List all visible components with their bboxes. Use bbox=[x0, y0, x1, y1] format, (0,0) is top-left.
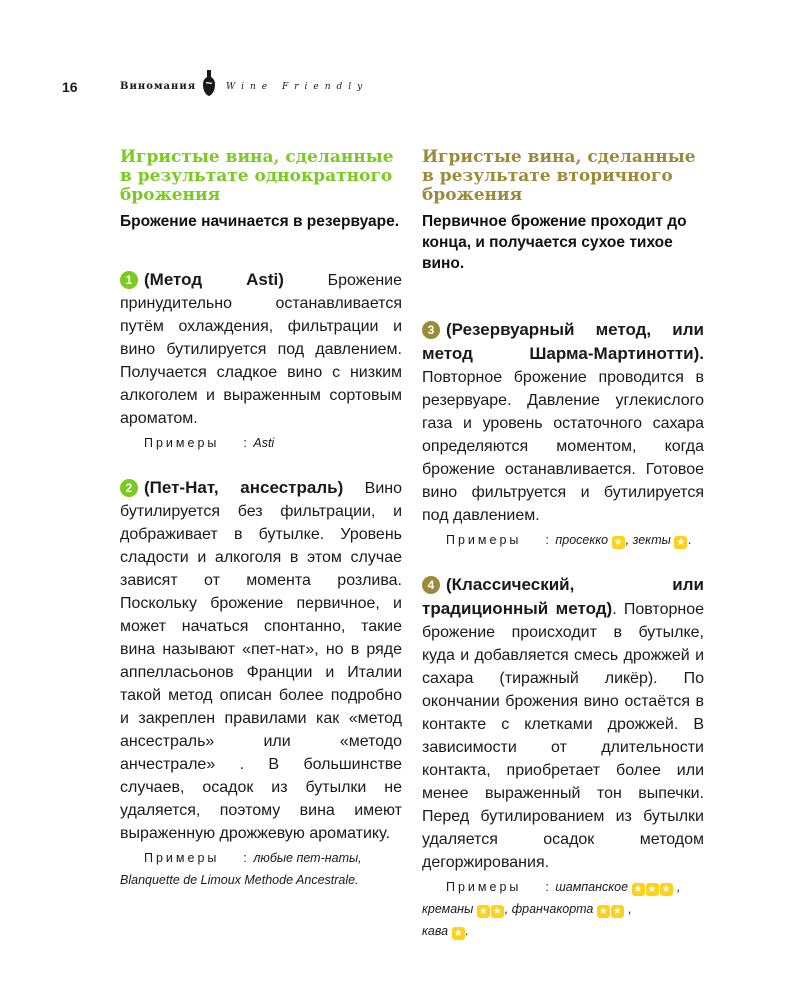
star-rating bbox=[452, 924, 466, 938]
method-title: (Классический, или традиционный метод) bbox=[422, 575, 704, 618]
examples-label: Примеры bbox=[446, 533, 522, 547]
examples-label: Примеры bbox=[144, 436, 220, 450]
brand-tagline: Wine Friendly bbox=[226, 82, 369, 92]
method-title: (Метод Asti) bbox=[144, 270, 284, 289]
star-rating bbox=[674, 533, 688, 547]
section-title: Игристые вина, сделанные в результате вторичного брожения bbox=[422, 147, 696, 205]
method-description: Вино бутилируется без фильтрации, и дображивает в бутылке. Уровень сладости и алкоголя в этом случае зависят от момента розлива. Поскольку брожение первичное, и может начаться спонтанно, такие вина называют «пет-нат», но в ряде аппелласьонов Франции и Италии такой метод описан более подробно и закреплен правилами как «метод ансестраль» или «методо анчестрале» . В большинстве случаев, осадок из бутылки не удаляется, поэтому вина имеют выраженную дрожжевую ароматику. bbox=[120, 480, 402, 842]
method-number-badge: 2 bbox=[120, 479, 138, 497]
star-icon: ★ bbox=[477, 905, 490, 918]
examples-pet-nat: Примеры : любые пет-наты, Blanquette de Limoux Methode Ancestrale. bbox=[120, 851, 362, 887]
page-header bbox=[62, 76, 382, 100]
star-icon: ★ bbox=[674, 536, 687, 549]
star-rating bbox=[477, 902, 505, 916]
method-number-badge: 3 bbox=[422, 321, 440, 339]
examples-asti: Примеры : Asti bbox=[144, 436, 275, 450]
example-franciacorta: франчакорта bbox=[511, 902, 594, 916]
example-prosecco: просекко bbox=[555, 533, 609, 547]
star-icon: ★ bbox=[491, 905, 504, 918]
method-title: (Пет-Нат, ансестраль) bbox=[144, 478, 344, 497]
star-rating bbox=[612, 533, 626, 547]
method-pet-nat bbox=[120, 476, 402, 845]
star-icon: ★ bbox=[452, 927, 465, 940]
example-cava: кава bbox=[422, 924, 449, 938]
column-single-fermentation bbox=[120, 148, 402, 891]
example-cremant: креманы bbox=[422, 902, 474, 916]
method-charmat bbox=[422, 318, 704, 527]
method-description: Брожение принудительно останавливается путём охлаждения, фильтрации и вино бутилируется под давлением. Получается сладкое вино с низким алкоголем и выраженным сортовым ароматом. bbox=[120, 272, 402, 427]
method-number-badge: 1 bbox=[120, 271, 138, 289]
examples-list: любые пет-наты, Blanquette de Limoux Methode Ancestrale. bbox=[120, 851, 362, 887]
star-icon: ★ bbox=[597, 905, 610, 918]
section-subtitle: Первичное брожение проходит до конца, и получается сухое тихое вино. bbox=[422, 213, 687, 272]
star-icon: ★ bbox=[660, 883, 673, 896]
brand-name: Виномания bbox=[120, 81, 197, 92]
method-description: . Повторное брожение происходит в бутылке, куда и добавляется смесь дрожжей и сахара (тиражный ликёр). По окончании брожения вино остаётся в контакте с клетками дрожжей. В зависимости от длительности контакта, приобретает более или менее выраженный тон выпечки. Перед бутилированием из бутылки удаляется осадок методом дегоржирования. bbox=[422, 601, 704, 871]
examples-list: Asti bbox=[253, 436, 275, 450]
bottle-logo-icon bbox=[201, 70, 217, 96]
star-icon: ★ bbox=[611, 905, 624, 918]
column-secondary-fermentation bbox=[422, 148, 704, 942]
star-rating bbox=[597, 902, 625, 916]
method-title: (Резервуарный метод, или метод Шарма-Мартинотти). bbox=[422, 320, 704, 363]
star-icon: ★ bbox=[632, 883, 645, 896]
star-rating bbox=[632, 880, 674, 894]
example-champagne: шампанское bbox=[555, 880, 629, 894]
method-description: Повторное брожение проводится в резервуаре. Давление углекислого газа и уровень остаточного сахара определяются моментом, когда брожение останавливается. Готовое вино фильтруется и бутилируется под давлением. bbox=[422, 369, 704, 524]
method-traditional bbox=[422, 573, 704, 874]
examples-traditional: Примеры : шампанское ★ ★ ★ , креманы ★ ★ , франчакорта ★ ★ , кава ★ . bbox=[422, 880, 681, 939]
section-subtitle: Брожение начинается в резервуаре. bbox=[120, 213, 400, 230]
star-icon: ★ bbox=[646, 883, 659, 896]
star-icon: ★ bbox=[612, 536, 625, 549]
method-asti bbox=[120, 268, 402, 430]
examples-charmat: Примеры : просекко ★ , зекты ★ . bbox=[446, 533, 692, 548]
section-title: Игристые вина, сделанные в результате однократного брожения bbox=[120, 147, 394, 205]
method-number-badge: 4 bbox=[422, 576, 440, 594]
example-sekt: зекты bbox=[632, 533, 671, 547]
page-number: 16 bbox=[62, 79, 78, 95]
examples-label: Примеры bbox=[144, 851, 220, 865]
examples-label: Примеры bbox=[446, 880, 522, 894]
